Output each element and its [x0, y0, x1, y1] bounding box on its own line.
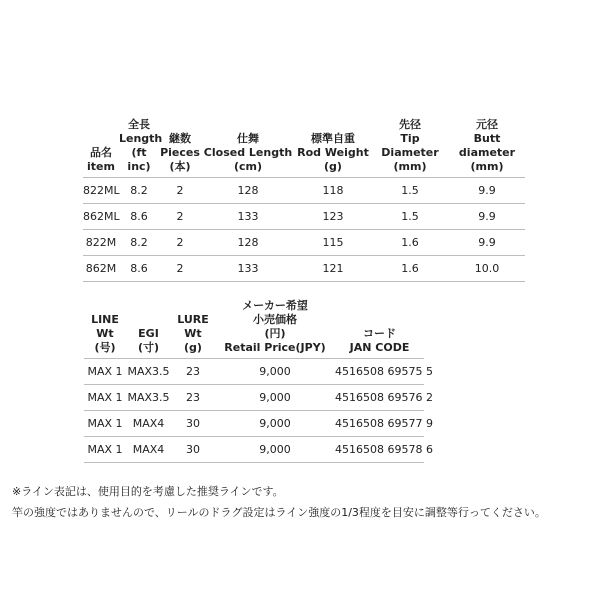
egi-cell: MAX3.5 [126, 385, 171, 411]
footnotes [12, 481, 546, 523]
header-length: 全長 Length (ft inc) [119, 118, 159, 178]
pieces-cell: 2 [159, 204, 201, 230]
line-weight-cell: MAX 1 [84, 385, 126, 411]
rod-weight-cell: 118 [295, 178, 371, 204]
header-butt-diameter: 元径 Butt diameter (mm) [449, 118, 525, 178]
lure-weight-cell: 30 [171, 411, 215, 437]
tip-diameter-cell: 1.5 [371, 204, 449, 230]
header-pieces: 継数 Pieces (本) [159, 118, 201, 178]
retail-price-cell: 9,000 [215, 359, 335, 385]
closed-length-cell: 128 [201, 230, 295, 256]
tip-diameter-cell: 1.6 [371, 230, 449, 256]
rod-table-header-row [83, 118, 525, 178]
line-weight-cell: MAX 1 [84, 437, 126, 463]
butt-diameter-cell: 9.9 [449, 204, 525, 230]
rod-weight-cell: 115 [295, 230, 371, 256]
egi-cell: MAX4 [126, 437, 171, 463]
footnote-drag-setting: 竿の強度ではありませんので、リールのドラグ設定はライン強度の1/3程度を目安に調整等行ってください。 [12, 506, 546, 519]
tip-diameter-cell: 1.6 [371, 256, 449, 282]
header-item: 品名 item [83, 118, 119, 178]
closed-length-cell: 128 [201, 178, 295, 204]
jan-code-cell: 4516508 69575 5 [335, 359, 424, 385]
butt-diameter-cell: 9.9 [449, 178, 525, 204]
egi-cell: MAX4 [126, 411, 171, 437]
egi-cell: MAX3.5 [126, 359, 171, 385]
header-tip-diameter: 先径 Tip Diameter (mm) [371, 118, 449, 178]
item-cell: 862ML [83, 204, 119, 230]
line-price-table [84, 294, 433, 463]
lure-weight-cell: 23 [171, 359, 215, 385]
tip-diameter-cell: 1.5 [371, 178, 449, 204]
butt-diameter-cell: 9.9 [449, 230, 525, 256]
pieces-cell: 2 [159, 256, 201, 282]
rod-weight-cell: 123 [295, 204, 371, 230]
table-row [83, 230, 525, 256]
jan-code-cell: 4516508 69576 2 [335, 385, 424, 411]
length-cell: 8.6 [119, 204, 159, 230]
table-row [84, 359, 424, 385]
pieces-cell: 2 [159, 178, 201, 204]
table-row [83, 178, 525, 204]
table-row [84, 437, 424, 463]
table-row [84, 411, 424, 437]
line-weight-cell: MAX 1 [84, 359, 126, 385]
butt-diameter-cell: 10.0 [449, 256, 525, 282]
header-jan-code: コード JAN CODE [335, 294, 424, 359]
jan-code-cell: 4516508 69577 9 [335, 411, 424, 437]
length-cell: 8.2 [119, 230, 159, 256]
closed-length-cell: 133 [201, 256, 295, 282]
table-row [83, 204, 525, 230]
item-cell: 862M [83, 256, 119, 282]
rod-weight-cell: 121 [295, 256, 371, 282]
jan-code-cell: 4516508 69578 6 [335, 437, 424, 463]
rod-spec-table [83, 118, 525, 282]
length-cell: 8.6 [119, 256, 159, 282]
line-weight-cell: MAX 1 [84, 411, 126, 437]
header-rod-weight: 標準自重 Rod Weight (g) [295, 118, 371, 178]
line-table-header-row [84, 294, 424, 359]
header-egi: EGI (寸) [126, 294, 171, 359]
lure-weight-cell: 30 [171, 437, 215, 463]
header-retail-price: メーカー希望 小売価格 (円) Retail Price(JPY) [215, 294, 335, 359]
pieces-cell: 2 [159, 230, 201, 256]
lure-weight-cell: 23 [171, 385, 215, 411]
retail-price-cell: 9,000 [215, 411, 335, 437]
header-closed-length: 仕舞 Closed Length (cm) [201, 118, 295, 178]
footnote-line-recommendation: ※ライン表記は、使用目的を考慮した推奨ラインです。 [12, 485, 284, 498]
item-cell: 822M [83, 230, 119, 256]
header-lure-weight: LURE Wt (g) [171, 294, 215, 359]
header-line-weight: LINE Wt (号) [84, 294, 126, 359]
length-cell: 8.2 [119, 178, 159, 204]
table-row [83, 256, 525, 282]
closed-length-cell: 133 [201, 204, 295, 230]
table-row [84, 385, 424, 411]
retail-price-cell: 9,000 [215, 385, 335, 411]
item-cell: 822ML [83, 178, 119, 204]
retail-price-cell: 9,000 [215, 437, 335, 463]
